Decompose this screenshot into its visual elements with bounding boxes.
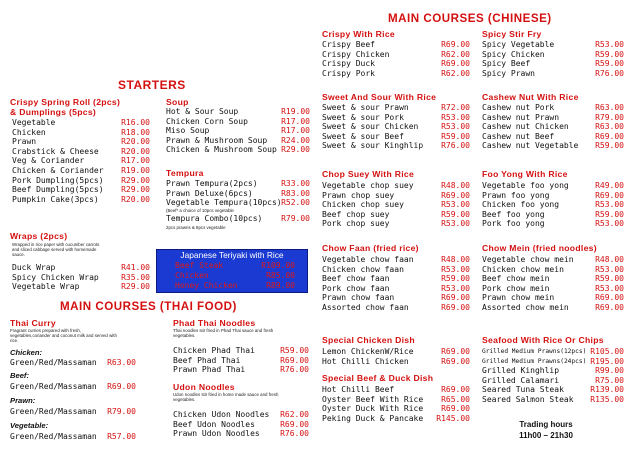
chinese-heading: MAIN COURSES (CHINESE): [388, 12, 552, 25]
special-chicken-title: Special Chicken Dish: [322, 335, 415, 345]
thai-heading: MAIN COURSES (THAI FOOD): [60, 300, 237, 313]
wraps-note: Wrapped in rice paper with cucumber carrots and sliced cabbage served with homemade sauce.: [12, 242, 100, 257]
menu-item: Prawn Phad Thai R76.00: [173, 365, 309, 375]
chow-mein-list: [482, 255, 624, 313]
soup-list: [166, 107, 310, 155]
menu-item: Chicken foo yong R53.00: [482, 200, 624, 210]
curry-chicken-label: Chicken:: [10, 348, 43, 357]
menu-item: Chicken chow faan R53.00: [322, 264, 470, 274]
menu-item: Honey Chicken R89.00: [175, 281, 295, 290]
menu-item: Hot & Sour Soup R19.00: [166, 107, 310, 116]
tempura-title: Tempura: [166, 168, 204, 178]
curry-beef-label: Beef:: [10, 371, 29, 380]
crispy-rice-title: Crispy With Rice: [322, 29, 396, 39]
menu-item: Beef chow faan R59.00: [322, 274, 470, 284]
dumplings-title: & Dumplings (5pcs): [10, 107, 97, 117]
starters-heading: STARTERS: [118, 78, 186, 92]
chow-faan-list: [322, 255, 470, 313]
phad-list: [173, 346, 309, 375]
menu-item: Spicy Vegetable R53.00: [482, 40, 624, 49]
curry-vegetable-label: Vegetable:: [10, 421, 49, 430]
curry-note: Fragrant curries prepared with fresh, vegetables,coriander and coconut milk and served with rice.: [10, 328, 117, 343]
menu-item: Cashew nut Pork R63.00: [482, 103, 624, 112]
menu-item: Assorted chow faan R69.00: [322, 302, 470, 312]
menu-item: Vegetable chow mein R48.00: [482, 255, 624, 264]
menu-item: Pumpkin Cake(3pcs) R20.00: [12, 194, 150, 204]
chow-mein-title: Chow Mein (fried noodles): [482, 243, 597, 253]
tempura-list: [166, 179, 310, 208]
cashew-list: [482, 103, 624, 151]
menu-item: Grilled Calamari R75.00: [482, 375, 624, 385]
menu-item: Chicken R85.00: [175, 271, 295, 280]
menu-item: Crispy Pork R62.00: [322, 68, 470, 78]
phad-thai-title: Phad Thai Noodles: [173, 318, 256, 328]
menu-item: Prawn Deluxe(6pcs) R83.00: [166, 188, 310, 198]
menu-item: Prawn chow faan R69.00: [322, 293, 470, 303]
menu-item: Crispy Chicken R62.00: [322, 49, 470, 59]
menu-item: Spicy Beef R59.00: [482, 59, 624, 69]
menu-item: Chicken chow mein R53.00: [482, 264, 624, 274]
stir-fry-list: [482, 40, 624, 78]
menu-item: Oyster Beef With Rice R65.00: [322, 394, 470, 404]
menu-item: Chicken Corn Soup R17.00: [166, 116, 310, 126]
menu-item: Spicy Chicken Wrap R35.00: [12, 272, 150, 282]
menu-item: Green/Red/Massaman R79.00: [10, 407, 136, 416]
menu-item: Oyster Duck With Rice R69.00: [322, 404, 470, 414]
menu-item: Beef chop suey R59.00: [322, 209, 470, 219]
crispy-rice-list: [322, 40, 470, 78]
foo-yong-title: Foo Yong With Rice: [482, 169, 568, 179]
menu-item: Seared Salmon Steak R135.00: [482, 394, 624, 404]
menu-item: Vegetable R16.00: [12, 118, 150, 127]
menu-item: Grilled Medium Prawns(24pcs) R195.00: [482, 356, 624, 366]
trading-title: Trading hours: [519, 420, 573, 429]
udon-list: [173, 410, 309, 439]
menu-item: Chicken Udon Noodles R62.00: [173, 410, 309, 419]
spring-list: [12, 118, 150, 204]
menu-item: Sweet & sour Chicken R53.00: [322, 122, 470, 132]
menu-item: Prawn R20.00: [12, 137, 150, 147]
menu-item: Crispy Duck R69.00: [322, 59, 470, 69]
menu-item: Cashew nut Vegetable R59.00: [482, 141, 624, 151]
spring-roll-title: Crispy Spring Roll (2pcs): [10, 97, 121, 107]
sweet-sour-list: [322, 103, 470, 151]
menu-item: Green/Red/Massaman R63.00: [10, 358, 136, 367]
teriyaki-title: Japanese Teriyaki with Rice: [180, 250, 284, 260]
menu-item: Beef Steak R109.00: [175, 261, 295, 270]
menu-item: Vegetable foo yong R49.00: [482, 181, 624, 190]
menu-item: Vegetable Wrap R29.00: [12, 282, 150, 292]
wraps-list: [12, 263, 150, 292]
menu-item: Cashew nut Prawn R79.00: [482, 112, 624, 122]
trading-hours: [486, 420, 606, 441]
menu-item: Seared Tuna Steak R139.00: [482, 385, 624, 395]
menu-item: Green/Red/Massaman R57.00: [10, 432, 136, 441]
menu-item: Vegetable chop suey R48.00: [322, 181, 470, 190]
menu-item: Spicy Chicken R59.00: [482, 49, 624, 59]
phad-note: Thai noodles stir fried in Phad Thai sauce and fresh vegetables.: [173, 328, 274, 338]
menu-item: Miso Soup R17.00: [166, 126, 310, 136]
menu-item: Hot Chilli Chicken R69.00: [322, 356, 470, 366]
menu-item: Vegetable chow faan R48.00: [322, 255, 470, 264]
trading-times: 11h00 – 21h30: [519, 430, 573, 440]
menu-item: Spicy Prawn R76.00: [482, 68, 624, 78]
menu-item: Sweet & sour Kinghlip R76.00: [322, 141, 470, 151]
special-beef-title: Special Beef & Duck Dish: [322, 373, 434, 383]
menu-item: Grilled Medium Prawns(12pcs) R105.00: [482, 347, 624, 356]
menu-item: Prawn Udon Noodles R76.00: [173, 429, 309, 439]
menu-item: Prawn & Mushroom Soup R24.00: [166, 135, 310, 145]
menu-item: Chicken & Mushroom Soup R29.00: [166, 145, 310, 155]
menu-item: Sweet & sour Prawn R72.00: [322, 103, 470, 112]
udon-note: Udon noodles stir fried in home made sauce and fresh vegetables.: [173, 392, 279, 402]
menu-item: Tempura Combo(10pcs) R79.00: [166, 214, 310, 223]
menu-item: Sweet & sour Beef R59.00: [322, 131, 470, 141]
menu-item: Cashew nut Beef R69.00: [482, 131, 624, 141]
menu-item: Pork Dumpling(5pcs) R29.00: [12, 175, 150, 185]
menu-item: Beef Udon Noodles R69.00: [173, 419, 309, 429]
menu-item: Prawn chow mein R69.00: [482, 293, 624, 303]
menu-item: Lemon ChickenW/Rice R69.00: [322, 347, 470, 356]
special-beef-list: [322, 385, 470, 423]
menu-item: Prawn foo yong R69.00: [482, 190, 624, 200]
teriyaki-box: [156, 249, 308, 293]
sweet-sour-title: Sweet And Sour With Rice: [322, 92, 437, 102]
menu-item: Cashew nut Chicken R63.00: [482, 122, 624, 132]
curry-prawn-label: Prawn:: [10, 396, 36, 405]
menu-item: Beef foo yong R59.00: [482, 209, 624, 219]
menu-item: Duck Wrap R41.00: [12, 263, 150, 272]
chow-faan-title: Chow Faan (fried rice): [322, 243, 419, 253]
menu-item: Pork chow mein R53.00: [482, 283, 624, 293]
menu-item: Pork foo yong R53.00: [482, 219, 624, 229]
menu-item: Veg & Coriander R17.00: [12, 156, 150, 166]
menu-item: Beef chow mein R59.00: [482, 274, 624, 284]
cashew-title: Cashew Nut With Rice: [482, 92, 579, 102]
menu-item: Peking Duck & Pancake R145.00: [322, 413, 470, 423]
menu-item: Pork chow faan R53.00: [322, 283, 470, 293]
menu-item: Green/Red/Massaman R69.00: [10, 382, 136, 391]
seafood-title: Seafood With Rice Or Chips: [482, 335, 604, 345]
menu-item: Crispy Beef R69.00: [322, 40, 470, 49]
stir-fry-title: Spicy Stir Fry: [482, 29, 542, 39]
menu-item: Hot Chilli Beef R69.00: [322, 385, 470, 394]
menu-item: Crabstick & Cheese R20.00: [12, 146, 150, 156]
menu-item: Prawn Tempura(2pcs) R33.00: [166, 179, 310, 188]
menu-item: Grilled Kinghlip R99.00: [482, 366, 624, 376]
menu-item: Chicken & Coriander R19.00: [12, 165, 150, 175]
soup-title: Soup: [166, 97, 189, 107]
chop-suey-list: [322, 181, 470, 229]
seafood-list: [482, 347, 624, 405]
tempura-combo: [166, 214, 310, 224]
menu-item: Prawn chop suey R69.00: [322, 190, 470, 200]
menu-item: Sweet & sour Pork R53.00: [322, 112, 470, 122]
menu-item: Chicken chop suey R53.00: [322, 200, 470, 210]
chop-suey-title: Chop Suey With Rice: [322, 169, 415, 179]
menu-item: Vegetable Tempura(10pcs) R52.00: [166, 198, 310, 208]
tempura-note: (Beef* a choice of 10pcs vegetable: [166, 208, 234, 213]
thai-curry-title: Thai Curry: [10, 318, 56, 328]
menu-item: Assorted chow mein R69.00: [482, 302, 624, 312]
tempura-combo-note: 2pcs prawns & 8pcs vegetable: [166, 225, 226, 230]
menu-item: Chicken Phad Thai R59.00: [173, 346, 309, 355]
foo-yong-list: [482, 181, 624, 229]
menu-item: Pork chop suey R53.00: [322, 219, 470, 229]
special-chicken-list: [322, 347, 470, 366]
menu-item: Chicken R18.00: [12, 127, 150, 137]
udon-title: Udon Noodles: [173, 382, 235, 392]
menu-item: Beef Dumpling(5pcs) R29.00: [12, 185, 150, 195]
wraps-title: Wraps (2pcs): [10, 231, 68, 241]
menu-item: Beef Phad Thai R69.00: [173, 355, 309, 365]
